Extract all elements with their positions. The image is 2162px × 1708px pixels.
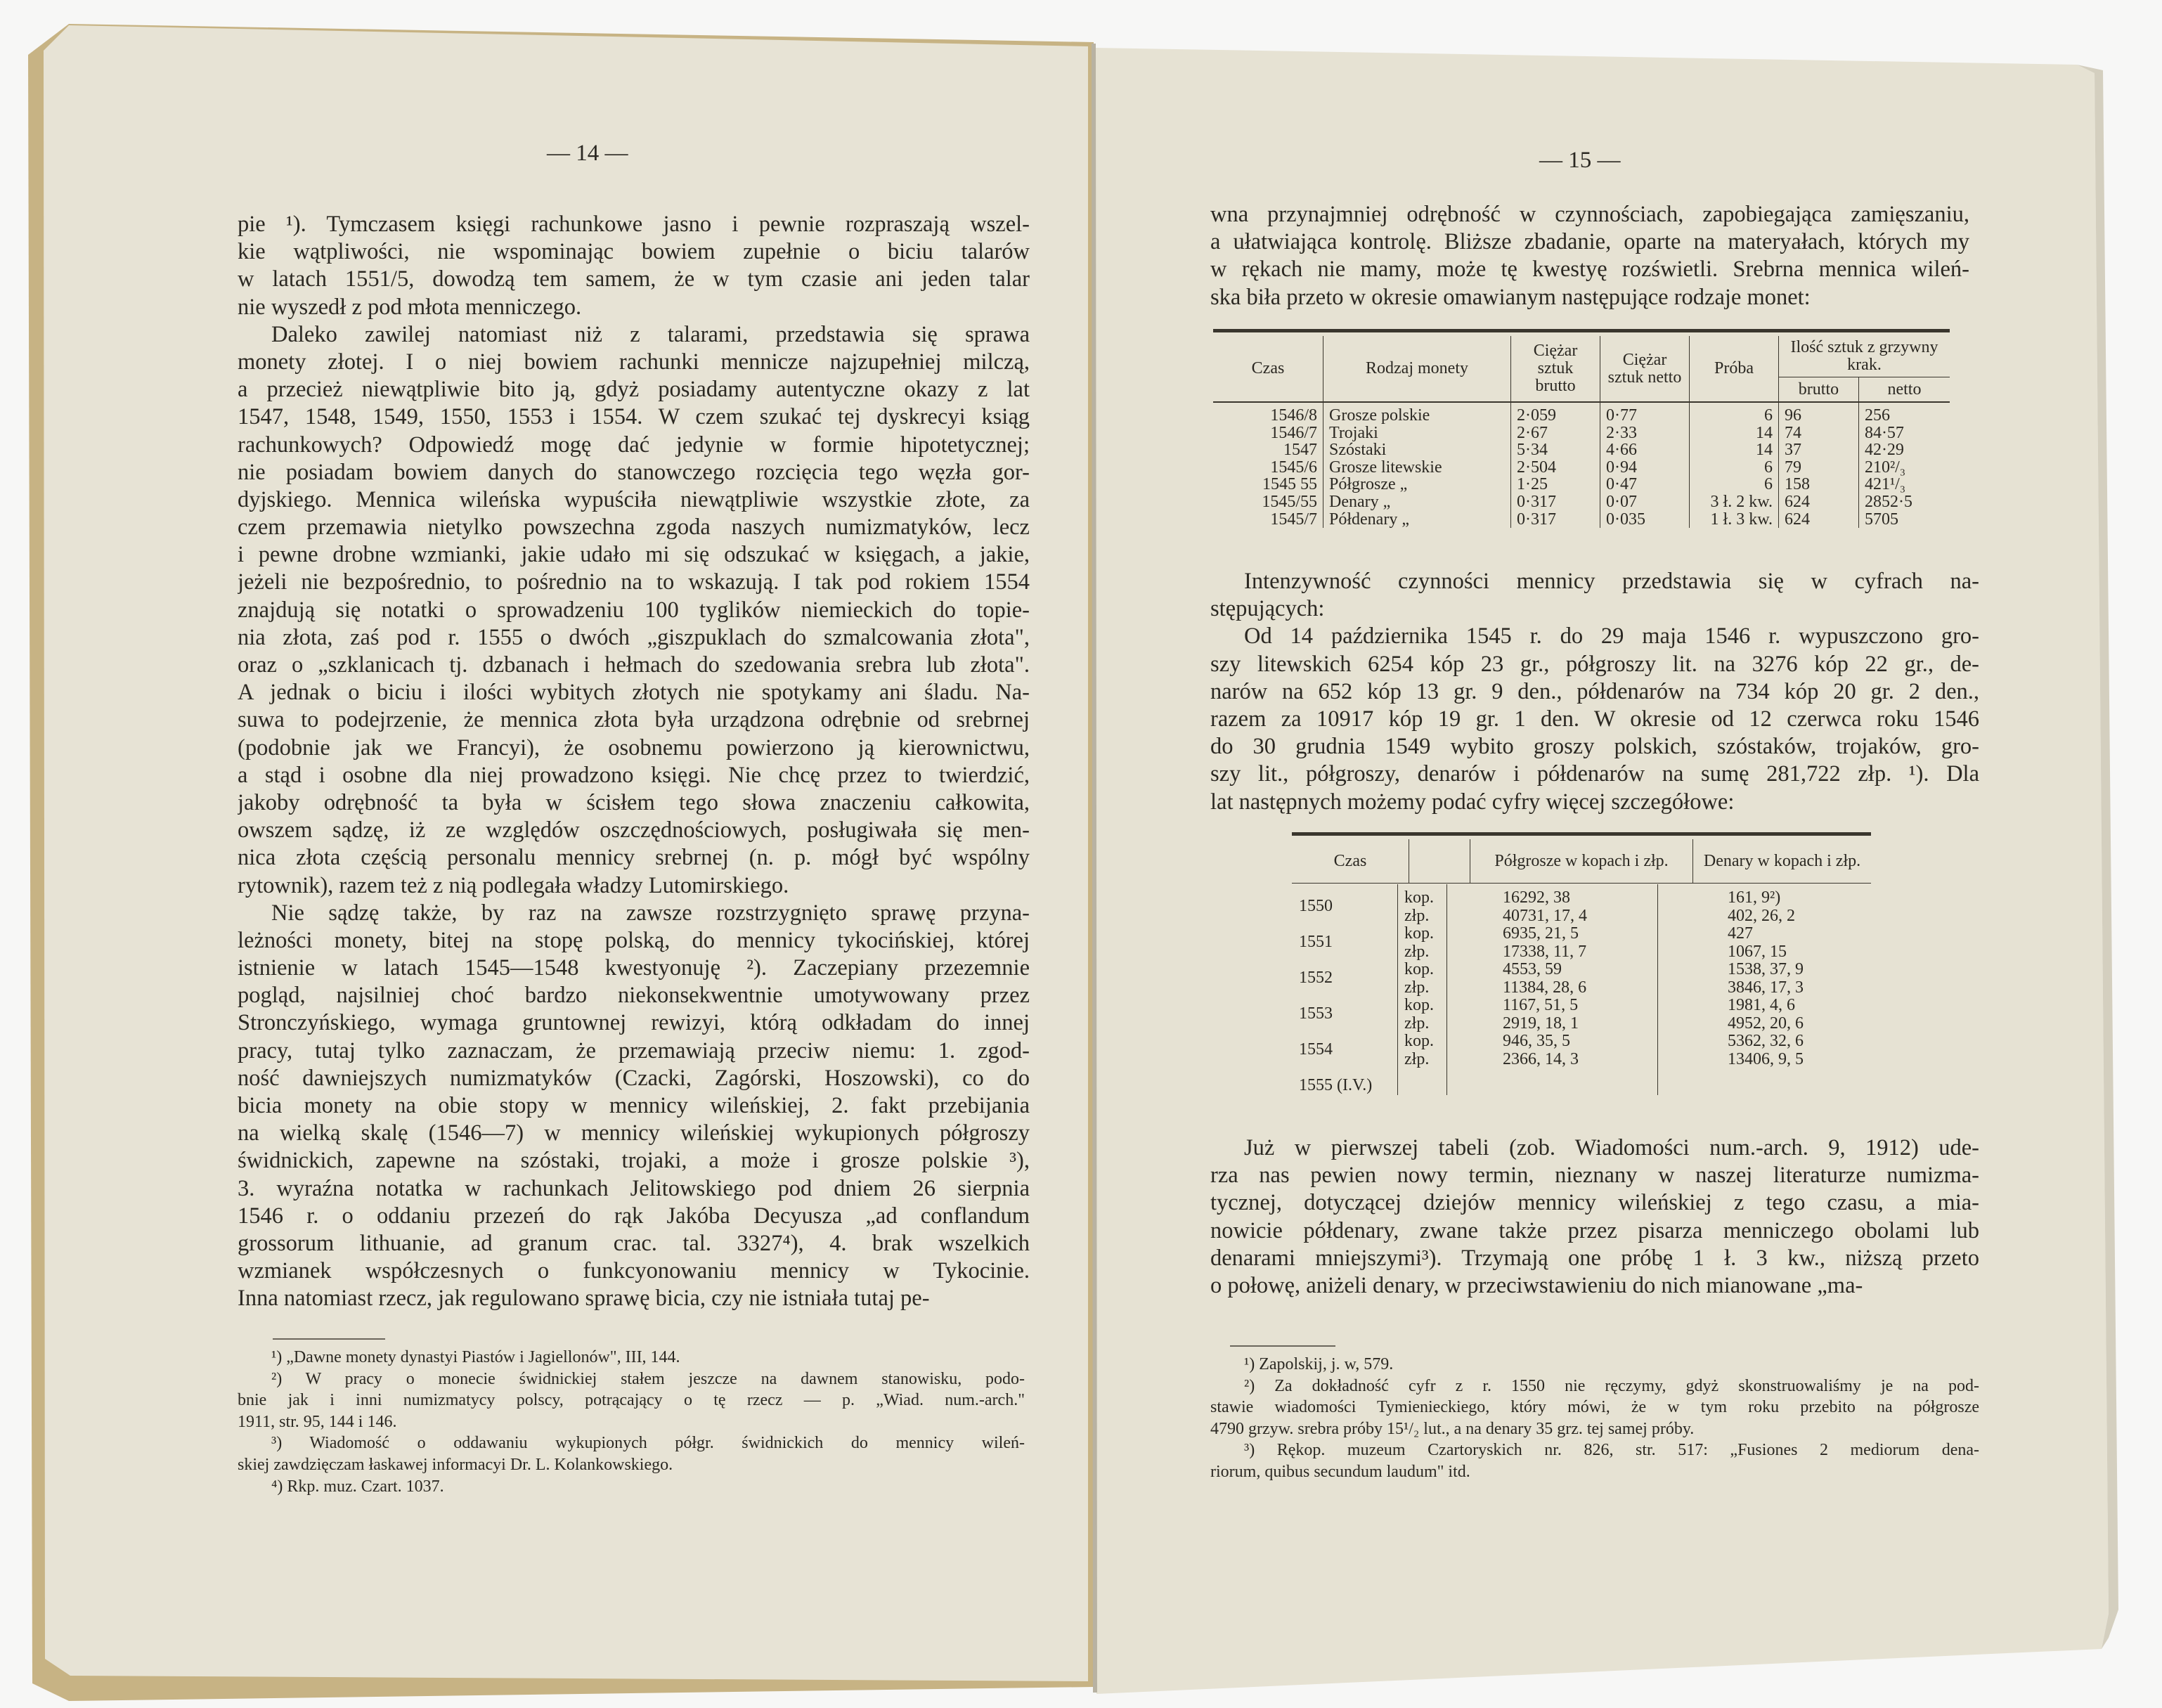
text-line: bicia monety na obie stopy w mennicy wileńskiej, 2. fakt przebijania: [238, 1093, 1030, 1118]
col-ilosc: Ilość sztuk z grzywny krak.: [1779, 336, 1950, 377]
text-line: i pewne drobne wzmianki, jakie udało mi się odszukać w księgach, a jakie,: [238, 542, 1030, 568]
text-line: do 30 grudnia 1549 wybito groszy polskich, szóstaków, trojaków, gro-: [1210, 734, 1979, 760]
cell-denary: 1538, 37, 9: [1728, 960, 1804, 978]
cell-netto: 0·47: [1600, 476, 1690, 493]
cell-proba: 6: [1690, 459, 1779, 477]
cell-unit: złp.: [1404, 1049, 1430, 1068]
gutter: [1094, 44, 1095, 1693]
cell-ilosc_netto: 210²/₃: [1864, 458, 1906, 477]
col-polgrosze: Półgrosze w kopach i złp.: [1470, 839, 1693, 884]
cell-ilosc_brutto: 37: [1779, 441, 1859, 459]
text-line: jeżeli nie bezpośrednio, to pośrednio na to wskazują. I tak pod rokiem 1554: [238, 569, 1030, 595]
cell-ilosc_brutto: 74: [1779, 425, 1859, 442]
table-row: [1213, 425, 1950, 442]
table-rule: [1292, 832, 1871, 836]
table-row: [1213, 511, 1950, 529]
cell-proba: 1 ł. 3 kw.: [1690, 511, 1779, 529]
text-line: szy litewskich 6254 kóp 23 gr., półgroszy lit. na 3276 kóp 22 gr., de-: [1210, 651, 1979, 677]
cell-denary: 1067, 15: [1728, 942, 1787, 961]
intro-text: [1210, 201, 1969, 311]
cell-rodzaj: Grosze litewskie: [1323, 459, 1511, 477]
text-line: Już w pierwszej tabeli (zob. Wiadomości num.-arch. 9, 1912) ude-: [1244, 1135, 1979, 1160]
cell-czas: 1545/55: [1213, 493, 1323, 511]
cell-polgrosze: 2919, 18, 1: [1503, 1014, 1579, 1033]
text-line: ¹) „Dawne monety dynastyi Piastów i Jagiellonów", III, 144.: [271, 1348, 680, 1366]
cell-ilosc_brutto: 158: [1779, 476, 1859, 493]
footnote-rule: [1230, 1345, 1335, 1347]
cell-czas: 1545/7: [1213, 511, 1323, 529]
text-line: owszem sądzę, iż ze względów oszczędnościowych, posługiwała się men-: [238, 817, 1030, 843]
cell-ilosc_netto: 42·29: [1864, 441, 1904, 460]
cell-proba: 3 ł. 2 kw.: [1690, 493, 1779, 511]
closing-text: [1210, 1134, 1979, 1300]
text-line: a stąd i osobne dla niej prowadzono księgi. Nie chcę przez to twierdzić,: [238, 762, 1030, 788]
text-line: znajdują się notatki o sprowadzeniu 100 tyglików niemieckich do topie-: [238, 597, 1030, 623]
text-line: 3. wyraźna notatka w rachunkach Jelitowskiego pod dniem 26 sierpnia: [238, 1175, 1030, 1201]
text-line: suwa to podejrzenie, że mennica złota była urządzona odrębnie od srebrnej: [238, 707, 1030, 733]
text-line: świdnickich, zapewne na szóstaki, trojaki, a może i grosze polskie ³),: [238, 1148, 1030, 1174]
col-netto: Ciężar sztuk netto: [1600, 336, 1690, 402]
text-line: bnie jak i inni numizmatycy polscy, potrącający o tę rzecz — p. „Wiad. num.-arch.": [238, 1391, 1025, 1410]
text-line: Nie sądzę także, by raz na zawsze rozstrzygnięto sprawę przyna-: [271, 900, 1030, 926]
text-line: dyjskiego. Mennica wileńska wypuściła niewątpliwie wszystkie złote, za: [238, 486, 1030, 512]
cell-ilosc_brutto: 624: [1779, 511, 1859, 529]
text-line: ność dawniejszych numizmatyków (Czacki, Zagórski, Hoszowski), co do: [238, 1065, 1030, 1091]
cell-brutto: 5·34: [1511, 441, 1600, 459]
text-line: 1547, 1548, 1549, 1550, 1553 i 1554. W czem szukać tej dyskrecyi ksiąg: [238, 404, 1030, 430]
col-ilosc-brutto: brutto: [1779, 377, 1859, 403]
footnote-rule: [273, 1338, 385, 1340]
cell-unit: złp.: [1404, 1014, 1430, 1033]
cell-unit: złp.: [1404, 942, 1430, 961]
col-denary: Denary w kopach i złp.: [1693, 839, 1872, 884]
cell-rodzaj: Półgrosze „: [1323, 476, 1511, 493]
text-line: w rękach nie mamy, może tę kwestyę rozświetli. Srebrna mennica wileń-: [1210, 257, 1969, 283]
left-page: [62, 25, 1092, 1674]
cell-brutto: 2·059: [1511, 402, 1600, 425]
cell-czas: 1545 55: [1213, 476, 1323, 493]
cell-czas: 1545/6: [1213, 459, 1323, 477]
text-line: pracy, tutaj tylko zaznaczam, że przemawiają przeciw niemu: 1. zgod-: [238, 1037, 1030, 1063]
cell-polgrosze: 17338, 11, 7: [1503, 942, 1587, 961]
text-line: leżności monety, bitej na stopę polską, do mennicy tykocińskiej, której: [238, 927, 1030, 953]
text-line: Intenzywność czynności mennicy przedstawia się w cyfrach na-: [1244, 569, 1979, 594]
col-ilosc-netto: netto: [1887, 380, 1922, 399]
cell-rodzaj: Szóstaki: [1323, 441, 1511, 459]
cell-denary: 402, 26, 2: [1728, 906, 1795, 925]
cell-polgrosze: 6935, 21, 5: [1503, 924, 1579, 943]
text-line: denarami mniejszymi³). Trzymają one próbę 1 ł. 3 kw., niższą przeto: [1210, 1245, 1979, 1271]
cell-brutto: 2·67: [1511, 425, 1600, 442]
text-line: ³) Rękop. muzeum Czartoryskich nr. 826, str. 517: „Fusiones 2 mediorum dena-: [1244, 1441, 1979, 1460]
text-line: pie ¹). Tymczasem księgi rachunkowe jasno i pewnie rozpraszają wszel-: [238, 212, 1030, 237]
cell-czas: 1546/7: [1213, 425, 1323, 442]
cell-netto: 0·77: [1600, 402, 1690, 425]
text-line: Stronczyńskiego, wymaga gruntownej rewizyi, którą odkładam do innej: [238, 1010, 1030, 1036]
middle-text: [1210, 568, 1979, 816]
column-rule: [1657, 884, 1658, 1095]
cell-denary: 4952, 20, 6: [1728, 1014, 1804, 1033]
text-line: w latach 1551/5, dowodzą tem samem, że w tym czasie ani jeden talar: [238, 266, 1030, 292]
text-line: stępujących:: [1210, 596, 1325, 622]
cell-polgrosze: 1167, 51, 5: [1503, 996, 1579, 1014]
production-table-body: [1292, 888, 1871, 1120]
text-line: nie wyszedł z pod młota menniczego.: [238, 294, 582, 320]
text-line: pogląd, najsilniej choć bardzo niekonsekwentnie umotywowany przez: [238, 983, 1030, 1009]
cell-proba: 14: [1690, 441, 1779, 459]
text-line: skiej zawdzięczam łaskawej informacyi Dr. L. Kolankowskiego.: [238, 1455, 673, 1474]
cell-polgrosze: 11384, 28, 6: [1503, 978, 1587, 997]
text-line: wna przynajmniej odrębność w czynnościach, zapobiegająca zamięszaniu,: [1210, 202, 1969, 227]
cell-polgrosze: 16292, 38: [1503, 888, 1570, 907]
cell-netto: 0·94: [1600, 459, 1690, 477]
text-line: ska biła przeto w okresie omawianym następujące rodzaje monet:: [1210, 284, 1811, 310]
col-czas: Czas: [1213, 336, 1323, 402]
text-line: monety złotej. I o niej bowiem rachunki mennicze najzupełniej milczą,: [238, 349, 1030, 375]
cell-unit: kop.: [1404, 960, 1434, 978]
text-line: lat następnych możemy podać cyfry więcej szczegółowe:: [1210, 789, 1735, 815]
cell-year: 1555 (I.V.): [1299, 1076, 1373, 1094]
cell-netto: 0·035: [1600, 511, 1690, 529]
table-row: [1213, 441, 1950, 459]
text-line: szy lit., półgroszy, denarów i półdenarów na sumę 281,722 złp. ¹). Dla: [1210, 761, 1979, 787]
page-number: — 15 —: [1539, 148, 1621, 173]
column-rule: [1397, 884, 1398, 1095]
text-line: 4790 grzyw. srebra próby 15¹/₂ lut., a na denary 35 grz. tej samej próby.: [1210, 1419, 1695, 1438]
text-line: A jednak o biciu i ilości wybitych złotych nie spotykamy ani śladu. Na-: [238, 680, 1030, 706]
text-line: tycznej, dotyczącej dziejów mennicy wileńskiej z tego czasu, a mia-: [1210, 1190, 1979, 1216]
text-line: ²) W pracy o monecie świdnickiej stałem jeszcze na dawnem stanowisku, podo-: [271, 1369, 1025, 1388]
cell-year: 1553: [1299, 1004, 1333, 1023]
col-rodzaj: Rodzaj monety: [1323, 336, 1511, 402]
cell-ilosc_netto: 256: [1864, 406, 1890, 425]
text-line: a ułatwiająca kontrolę. Bliższe zbadanie, oparte na materyałach, których my: [1210, 229, 1969, 255]
table-row: [1213, 402, 1950, 425]
col-czas: Czas: [1292, 839, 1409, 884]
text-line: a przecież niewątpliwie bito ją, gdyż posiadamy autentyczne okazy z lat: [238, 377, 1030, 403]
text-line: Od 14 października 1545 r. do 29 maja 1546 r. wypuszczono gro-: [1244, 623, 1979, 649]
text-line: o połowę, aniżeli denary, w przeciwstawieniu do nich mianowane „ma-: [1210, 1272, 1863, 1298]
footnotes: [238, 1347, 1025, 1497]
text-line: Inna natomiast rzecz, jak regulowano sprawę bicia, czy nie istniała tutaj pe-: [238, 1286, 930, 1312]
right-page: [1096, 42, 2117, 1670]
cell-czas: 1547: [1213, 441, 1323, 459]
cell-polgrosze: 946, 35, 5: [1503, 1032, 1570, 1050]
table-rule: [1213, 329, 1950, 332]
cell-ilosc_netto: 2852·5: [1864, 492, 1912, 511]
footnotes: [1210, 1354, 1979, 1483]
text-line: nia złota, zaś pod r. 1555 o dwóch „giszpuklach do szmalcowania złota",: [238, 624, 1030, 650]
cell-unit: kop.: [1404, 996, 1434, 1014]
text-line: nowicie półdenary, zwane także przez pisarza menniczego obolami lub: [1210, 1217, 1979, 1243]
text-line: nie posiadam bowiem danych do stanowczego rozcięcia tego węzła gor-: [238, 459, 1030, 485]
text-line: 1546 r. o oddaniu przezeń do rąk Jakóba Decyusza „ad conflandum: [238, 1203, 1030, 1229]
text-line: wzmianek współczesnych o funkcyonowaniu mennicy w Tykocinie.: [238, 1258, 1030, 1284]
cell-brutto: 1·25: [1511, 476, 1600, 493]
cell-rodzaj: Półdenary „: [1323, 511, 1511, 529]
cell-ilosc_netto: 421¹/₃: [1864, 475, 1906, 494]
cell-denary: 161, 9²): [1728, 888, 1781, 907]
cell-netto: 2·33: [1600, 425, 1690, 442]
text-line: kie wątpliwości, nie wspominając bowiem zupełnie o biciu talarów: [238, 239, 1030, 265]
cell-czas: 1546/8: [1213, 402, 1323, 425]
cell-proba: 6: [1690, 476, 1779, 493]
text-line: rytownik), razem też z nią podlegała władzy Lutomirskiego.: [238, 872, 789, 898]
cell-brutto: 2·504: [1511, 459, 1600, 477]
col-brutto: Ciężar sztuk brutto: [1511, 336, 1600, 402]
cell-netto: 0·07: [1600, 493, 1690, 511]
text-line: rza nas pewien nowy termin, nieznany w naszej literaturze numizma-: [1210, 1163, 1979, 1189]
text-line: ²) Za dokładność cyfr z r. 1550 nie ręczymy, gdyż skonstruowaliśmy je na pod-: [1244, 1376, 1979, 1395]
text-line: razem za 10917 kóp 19 gr. 1 den. W okresie od 12 czerwca roku 1546: [1210, 706, 1979, 732]
text-line: riorum, quibus secundum laudum" itd.: [1210, 1462, 1470, 1481]
body-text: [238, 211, 1030, 1313]
cell-ilosc_netto: 84·57: [1864, 423, 1904, 442]
column-rule: [1446, 884, 1447, 1095]
cell-unit: kop.: [1404, 888, 1434, 907]
text-line: czem przemawia nietylko powszechna zgoda naszych numizmatyków, lecz: [238, 515, 1030, 541]
cell-proba: 6: [1690, 402, 1779, 425]
cell-unit: złp.: [1404, 978, 1430, 997]
cell-ilosc_brutto: 96: [1779, 402, 1859, 425]
text-line: grossorum lithuanie, ad granum crac. tal. 3327⁴), 4. brak wszelkich: [238, 1230, 1030, 1256]
cell-netto: 4·66: [1600, 441, 1690, 459]
text-line: ¹) Zapolskij, j. w, 579.: [1244, 1355, 1394, 1373]
cell-ilosc_brutto: 79: [1779, 459, 1859, 477]
cell-denary: 1981, 4, 6: [1728, 996, 1795, 1014]
table-row: [1213, 493, 1950, 511]
cell-rodzaj: Grosze polskie: [1323, 402, 1511, 425]
text-line: narów na 652 kóp 13 gr. 9 den., półdenarów na 734 kóp 20 gr. 2 den.,: [1210, 678, 1979, 704]
text-line: ⁴) Rkp. muz. Czart. 1037.: [271, 1477, 444, 1496]
cell-denary: 13406, 9, 5: [1728, 1049, 1804, 1068]
col-proba: Próba: [1690, 336, 1779, 402]
cell-brutto: 0·317: [1511, 493, 1600, 511]
cell-year: 1554: [1299, 1040, 1333, 1059]
text-line: nica złota częścią personalu mennicy srebrnej (n. p. mógł być wspólny: [238, 845, 1030, 871]
cell-denary: 5362, 32, 6: [1728, 1032, 1804, 1050]
text-line: jakoby odrębność ta była w ścisłem tego słowa znaczeniu całkowita,: [238, 789, 1030, 815]
cell-proba: 14: [1690, 425, 1779, 442]
coin-table: [1213, 336, 1950, 528]
text-line: 1911, str. 95, 144 i 146.: [238, 1412, 397, 1431]
text-line: rachunkowych? Odpowiedź mogę dać jedynie w formie hipotetycznej;: [238, 432, 1030, 458]
cell-unit: kop.: [1404, 1032, 1434, 1050]
cell-rodzaj: Trojaki: [1323, 425, 1511, 442]
cell-unit: kop.: [1404, 924, 1434, 943]
cell-year: 1550: [1299, 897, 1333, 915]
cell-brutto: 0·317: [1511, 511, 1600, 529]
cell-denary: 3846, 17, 3: [1728, 978, 1804, 997]
cell-year: 1552: [1299, 969, 1333, 987]
col-unit: [1409, 839, 1470, 884]
cell-polgrosze: 40731, 17, 4: [1503, 906, 1587, 925]
text-line: (podobnie jak we Francyi), że osobnemu powierzono ją kierownictwu,: [238, 735, 1030, 761]
text-line: Daleko zawilej natomiast niż z talarami, przedstawia się sprawa: [271, 321, 1030, 347]
production-table: [1292, 839, 1871, 884]
text-line: na wielką skalę (1546—7) w mennicy wileńskiej wykupionych półgroszy: [238, 1120, 1030, 1146]
table-row: [1213, 459, 1950, 477]
text-line: oraz o „szklanicach tj. dzbanach i hełmach do szedowania srebra lub złota".: [238, 652, 1030, 678]
cell-year: 1551: [1299, 933, 1333, 951]
text-line: ³) Wiadomość o oddawaniu wykupionych półgr. świdnickich do mennicy wileń-: [271, 1434, 1025, 1453]
text-line: stawie wiadomości Tymienieckiego, który mówi, że w tym roku przebito na półgrosze: [1210, 1398, 1979, 1417]
cell-ilosc_netto: 5705: [1864, 510, 1898, 529]
cell-rodzaj: Denary „: [1323, 493, 1511, 511]
cell-polgrosze: 2366, 14, 3: [1503, 1049, 1579, 1068]
text-line: istnienie w latach 1545—1548 kwestyonuję ²). Zaczepiany przezemnie: [238, 955, 1030, 981]
cell-denary: 427: [1728, 924, 1753, 943]
cell-unit: złp.: [1404, 906, 1430, 925]
table-row: [1213, 476, 1950, 493]
cell-ilosc_brutto: 624: [1779, 493, 1859, 511]
cell-polgrosze: 4553, 59: [1503, 960, 1562, 978]
page-number: — 14 —: [547, 141, 628, 166]
